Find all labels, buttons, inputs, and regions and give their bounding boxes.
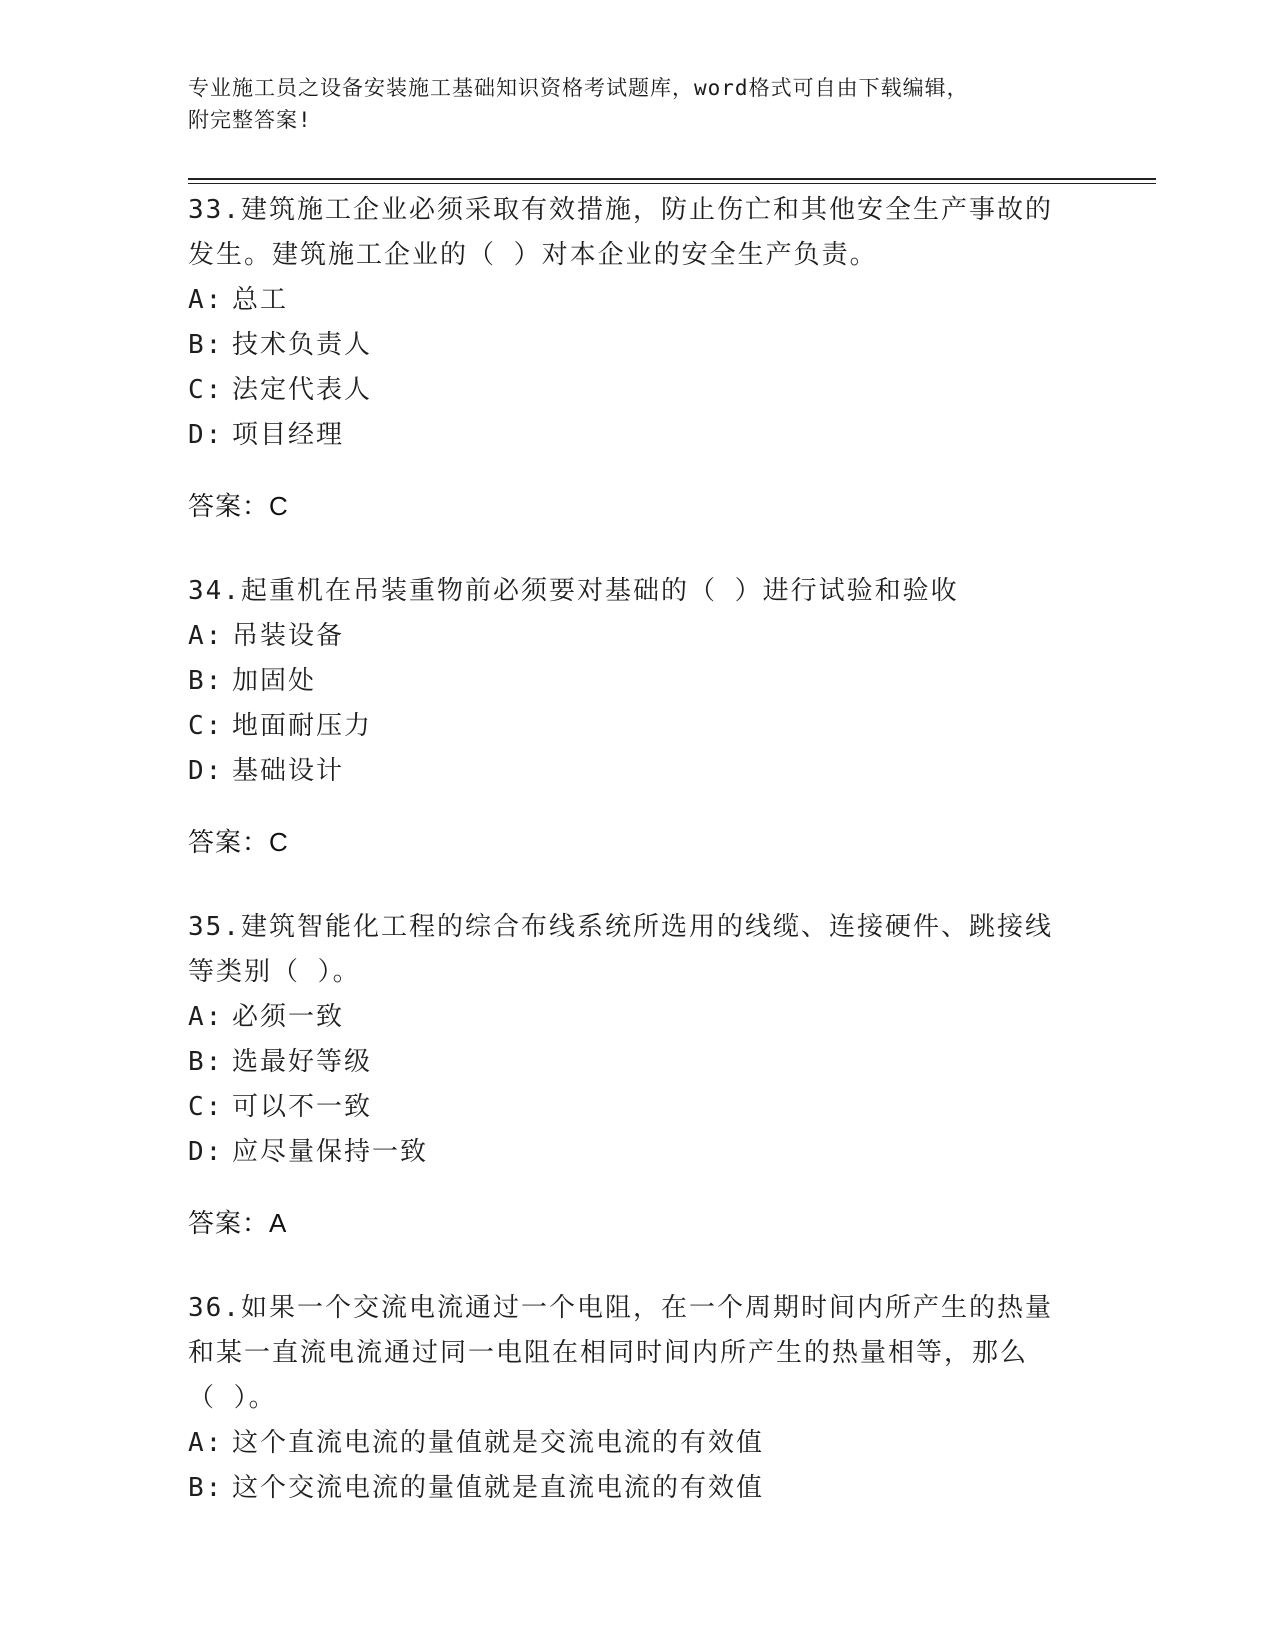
option-key: D:: [188, 1137, 224, 1167]
option-text: 项目经理: [232, 420, 345, 450]
question-35: [188, 905, 1088, 1246]
option-text: 这个直流电流的量值就是交流电流的有效值: [232, 1428, 765, 1458]
option-a: [188, 278, 1088, 323]
option-text: 可以不一致: [232, 1092, 373, 1122]
question-stem-line: （ ）。: [188, 1383, 277, 1413]
question-stem-line: 36.如果一个交流电流通过一个电阻，在一个周期时间内所产生的热量: [188, 1293, 1053, 1323]
option-c: [188, 704, 1088, 749]
option-c: [188, 368, 1088, 413]
option-text: 加固处: [232, 666, 317, 696]
option-text: 法定代表人: [232, 375, 373, 405]
answer-label: 答案：: [188, 491, 270, 521]
answer-value: C: [269, 491, 289, 521]
option-a: [188, 614, 1088, 659]
option-key: C:: [188, 711, 224, 741]
option-a: [188, 995, 1088, 1040]
option-key: A:: [188, 1428, 224, 1458]
question-list: [188, 188, 1088, 1551]
option-d: [188, 749, 1088, 794]
question-stem-line: 33.建筑施工企业必须采取有效措施，防止伤亡和其他安全生产事故的: [188, 195, 1053, 225]
option-text: 选最好等级: [232, 1047, 373, 1077]
option-b: [188, 1466, 1088, 1511]
question-stem-line: 34.起重机在吊装重物前必须要对基础的（ ）进行试验和验收: [188, 576, 959, 606]
option-key: A:: [188, 285, 224, 315]
option-b: [188, 659, 1088, 704]
option-key: D:: [188, 756, 224, 786]
header-divider-thin: [188, 183, 1156, 184]
question-stem-line: 35.建筑智能化工程的综合布线系统所选用的线缆、连接硬件、跳接线: [188, 912, 1053, 942]
header-divider: [188, 178, 1156, 180]
answer-label: 答案：: [188, 1208, 270, 1238]
option-key: D:: [188, 420, 224, 450]
option-text: 总工: [232, 285, 289, 315]
option-text: 基础设计: [232, 756, 345, 786]
question-36: [188, 1286, 1088, 1511]
option-key: B:: [188, 1473, 224, 1503]
option-text: 地面耐压力: [232, 711, 373, 741]
option-b: [188, 1040, 1088, 1085]
option-key: B:: [188, 330, 224, 360]
answer-value: C: [269, 827, 289, 857]
option-text: 技术负责人: [232, 330, 373, 360]
question-33: [188, 188, 1088, 529]
option-d: [188, 413, 1088, 458]
option-text: 这个交流电流的量值就是直流电流的有效值: [232, 1473, 765, 1503]
option-text: 必须一致: [232, 1002, 345, 1032]
option-text: 应尽量保持一致: [232, 1137, 429, 1167]
answer-line: [188, 820, 1088, 865]
answer-label: 答案：: [188, 827, 270, 857]
question-34: [188, 569, 1088, 865]
question-stem-line: 等类别（ ）。: [188, 957, 361, 987]
option-key: C:: [188, 375, 224, 405]
option-key: B:: [188, 1047, 224, 1077]
answer-value: A: [269, 1208, 288, 1238]
header-line-2: 附完整答案!: [188, 108, 312, 132]
answer-line: [188, 1201, 1088, 1246]
question-stem-line: 和某一直流电流通过同一电阻在相同时间内所产生的热量相等，那么: [188, 1338, 1029, 1368]
header-line-1: 专业施工员之设备安装施工基础知识资格考试题库，word格式可自由下载编辑，: [188, 76, 969, 100]
option-c: [188, 1085, 1088, 1130]
document-header: [188, 72, 1088, 136]
option-key: C:: [188, 1092, 224, 1122]
option-d: [188, 1130, 1088, 1175]
option-text: 吊装设备: [232, 621, 345, 651]
option-a: [188, 1421, 1088, 1466]
option-key: A:: [188, 1002, 224, 1032]
option-key: B:: [188, 666, 224, 696]
option-key: A:: [188, 621, 224, 651]
question-stem-line: 发生。建筑施工企业的（ ）对本企业的安全生产负责。: [188, 240, 878, 270]
option-b: [188, 323, 1088, 368]
answer-line: [188, 484, 1088, 529]
